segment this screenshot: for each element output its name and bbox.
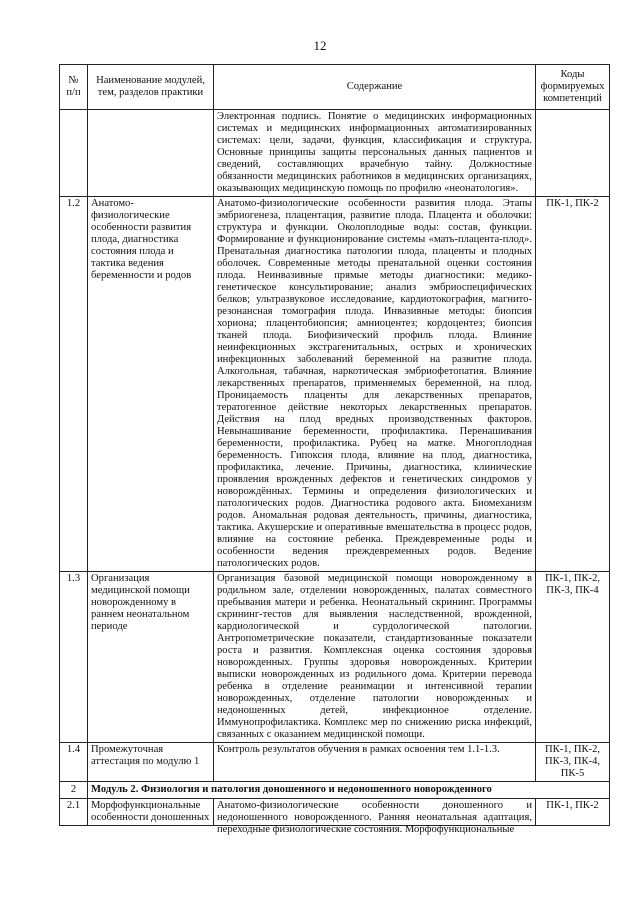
row-codes: ПК-1, ПК-2, ПК-3, ПК-4, ПК-5 bbox=[536, 743, 610, 782]
row-name-text: Морфофункциональные особенности доношенных bbox=[91, 800, 210, 823]
row-content bbox=[214, 799, 536, 835]
row-content: Электронная подпись. Понятие о медицинских информационных системах и медицинских информационных автоматизированных системах: цели, задачи, функция, классификация и структура. Основные принципы защиты персональных данных пациентов и сведений, составляющих врачебную тайну. Должностные обязанности медицинских работников в медицинских организациях, оказывающих медицинскую помощь по профилю «неонатология». bbox=[214, 110, 536, 197]
row-name: Организация медицинской помощи новорожденному в раннем неонатальном периоде bbox=[88, 572, 214, 743]
table-row bbox=[60, 572, 610, 743]
module-num: 2 bbox=[60, 782, 88, 799]
row-codes: ПК-1, ПК-2 bbox=[536, 799, 610, 826]
module-header-row bbox=[60, 782, 610, 799]
row-content: Организация базовой медицинской помощи новорожденному в родильном зале, отделении новорожденных, палатах совместного пребывания матери и ребенка. Неонатальный скрининг. Программы скрининг-тестов для выявления наследственной, врожденной, кардиологической и сурдологической патологии. Антропометрические показатели, стандартизованные показатели роста и развития. Комплексная оценка состояния здоровья новорожденных. Группы здоровья новорожденных. Критерии выписки новорожденных из родильного дома. Критерии перевода ребенка в отделение реанимации и интенсивной терапии новорожденных, отделение патологии новорожденных и недоношенных детей, инфекционное отделение. Иммунопрофилактика. Комплекс мер по снижению риска инфекций, связанных с оказанием медицинской помощи. bbox=[214, 572, 536, 743]
row-content: Контроль результатов обучения в рамках освоения тем 1.1-1.3. bbox=[214, 743, 536, 782]
table-row bbox=[60, 799, 610, 826]
header-num: № п/п bbox=[60, 65, 88, 110]
row-num: 1.3 bbox=[60, 572, 88, 743]
table-row bbox=[60, 743, 610, 782]
table-row bbox=[60, 110, 610, 197]
table-row bbox=[60, 197, 610, 572]
row-name: Анатомо-физиологические особенности развития плода, диагностика состояния плода и тактика ведения беременности и родов bbox=[88, 197, 214, 572]
page-number: 12 bbox=[313, 38, 327, 53]
header-content: Содержание bbox=[214, 65, 536, 110]
curriculum-table bbox=[59, 64, 610, 835]
row-codes bbox=[536, 110, 610, 197]
row-name bbox=[88, 110, 214, 197]
row-num: 1.2 bbox=[60, 197, 88, 572]
row-codes: ПК-1, ПК-2 bbox=[536, 197, 610, 572]
row-num: 1.4 bbox=[60, 743, 88, 782]
row-num: 2.1 bbox=[60, 799, 88, 826]
row-content: Анатомо-физиологические особенности развития плода. Этапы эмбриогенеза, плацентация, развитие плода. Плацента и оболочки: структура и функции. Околоплодные воды: состав, функции. Формирование и функционирование системы «мать-плацента-плод». Пренатальная диагностика патологии плода, плаценты и плодных оболочек. Современные методы пренатальной оценки состояния плода. Неинвазивные прямые методы диагностики: медико-генетическое консультирование; анализ эмбриоспецифических белков; ультразвуковое исследование, кардиотокография, магнито-резонансная томография плода. Инвазивные методы: биопсия хориона; плацентобиопсия; амниоцентез; кордоцентез; биопсия тканей плода. Биофизический профиль плода. Влияние неинфекционных экстрагенитальных, острых и хронических инфекционных заболеваний беременной на развитие плода. Алкогольная, табачная, наркотическая эмбриофетопатия. Влияние лекарственных препаратов, применяемых беременной, на плод. Проницаемость плаценты для лекарственных препаратов, тератогенное действие некоторых лекарственных препаратов. Действия на плод вредных производственных факторов. Невынашивание беременности, профилактика. Перенашивания беременности, профилактика. Рубец на матке. Многоплодная беременность. Гипоксия плода, влияние на плод, диагностика, профилактика, лечение. Причины, диагностика, клинические проявления врожденных дефектов и генетических синдромов у новорождённых. Термины и определения физиологических и патологических родов. Диагностика родового акта. Биомеханизм родов. Аномальная родовая деятельность, причины, диагностика, тактика. Акушерские и оперативные вмешательства в процесс родов, влияние на состояние ребенка. Преждевременные роды и особенности ведения преждевременных родов. Ведение патологических родов. bbox=[214, 197, 536, 572]
module-title: Модуль 2. Физиология и патология доношенного и недоношенного новорожденного bbox=[88, 782, 610, 799]
table-header-row bbox=[60, 65, 610, 110]
row-content-text: Анатомо-физиологические особенности доношенного и недоношенного новорожденного. Ранняя неонатальная адаптация, переходные физиологические состояния. Морфофункциональные bbox=[217, 800, 532, 835]
row-num bbox=[60, 110, 88, 197]
row-codes: ПК-1, ПК-2, ПК-3, ПК-4 bbox=[536, 572, 610, 743]
row-name bbox=[88, 799, 214, 826]
header-codes: Коды формируемых компетенций bbox=[536, 65, 610, 110]
header-name: Наименование модулей, тем, разделов практики bbox=[88, 65, 214, 110]
row-name: Промежуточная аттестация по модулю 1 bbox=[88, 743, 214, 782]
